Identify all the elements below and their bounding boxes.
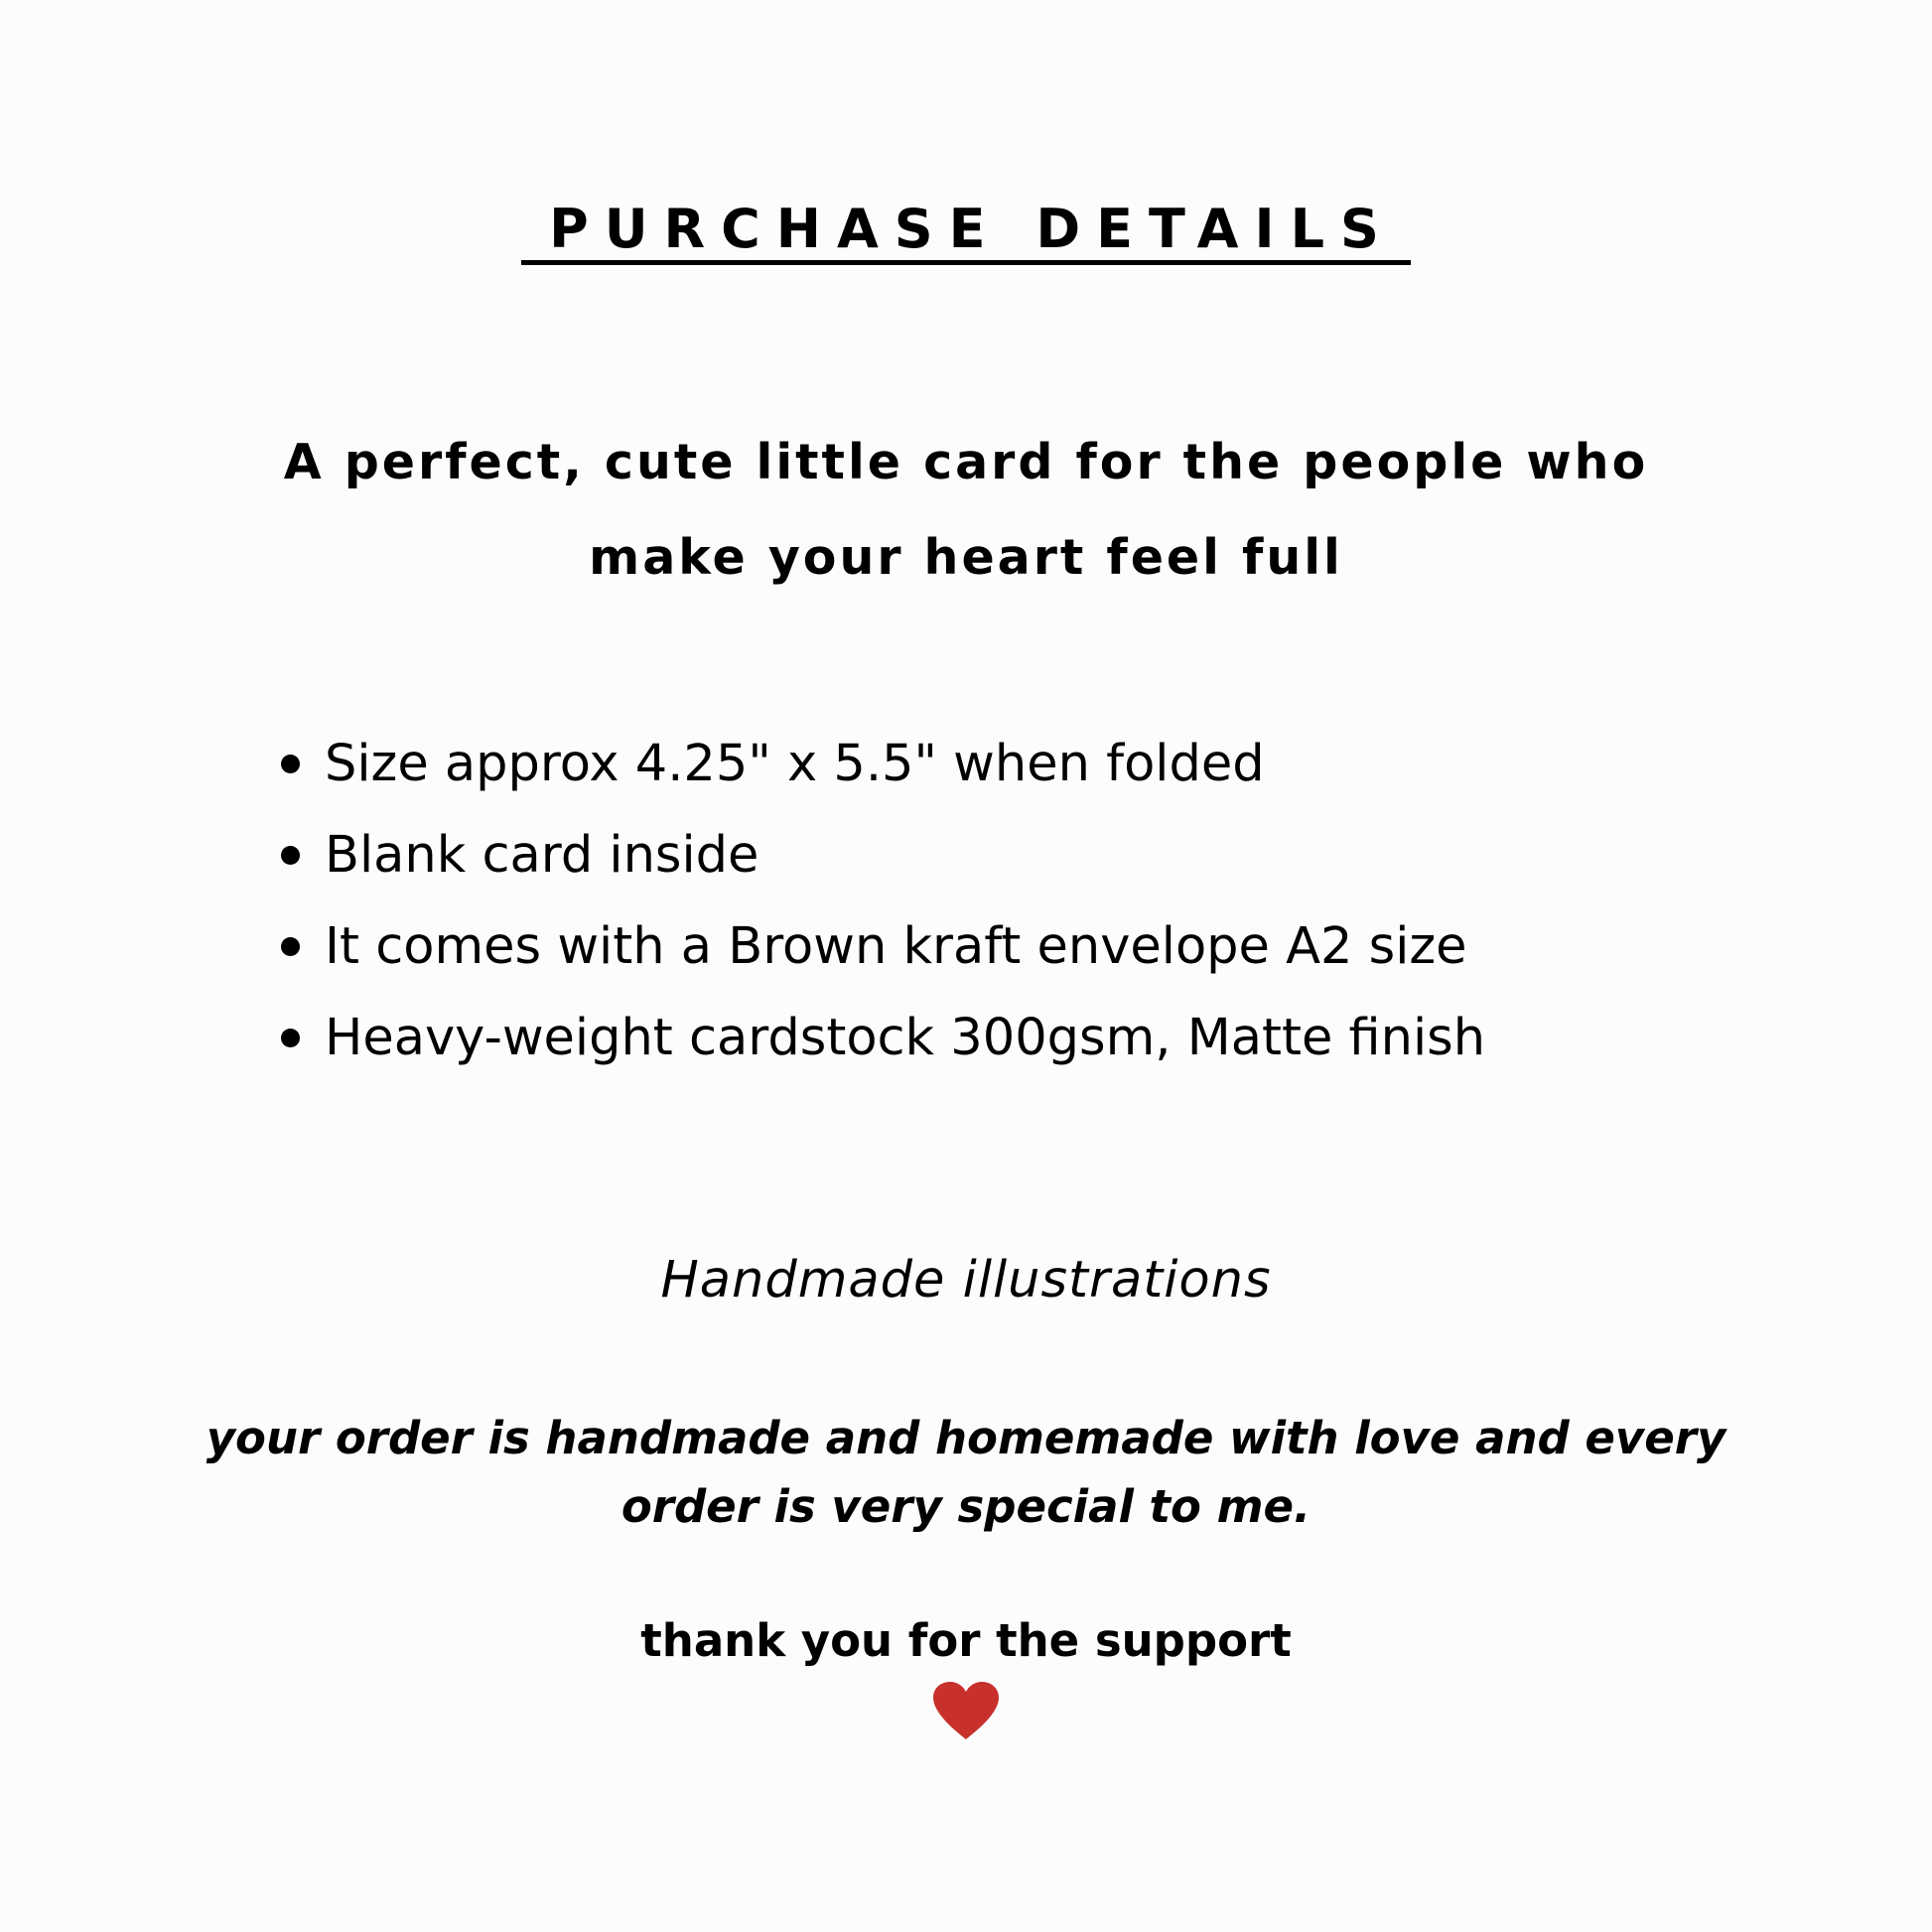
feature-text: It comes with a Brown kraft envelope A2 size [325, 917, 1467, 976]
bullet-icon [281, 937, 300, 956]
bullet-icon [281, 1029, 300, 1047]
thanks-message: thank you for the support [640, 1614, 1292, 1667]
features-list-item [281, 810, 1485, 901]
order-note: your order is handmade and homemade with love and every order is very special to me. [206, 1412, 1726, 1533]
bullet-icon [281, 755, 300, 773]
page-heading-text: PURCHASE DETAILS [521, 199, 1411, 265]
heart-icon [931, 1680, 1001, 1741]
feature-text: Size approx 4.25" x 5.5" when folded [325, 735, 1265, 793]
bullet-icon [281, 846, 300, 865]
features-list-item [281, 901, 1485, 993]
feature-text: Blank card inside [325, 826, 759, 885]
tagline: A perfect, cute little card for the people who make your heart feel full [283, 434, 1649, 586]
handmade-note: Handmade illustrations [660, 1251, 1272, 1310]
page-heading [0, 199, 1932, 265]
feature-text: Heavy-weight cardstock 300gsm, Matte finish [325, 1009, 1486, 1067]
features-list-item [281, 719, 1485, 810]
features-list [281, 719, 1485, 1084]
features-list-item [281, 993, 1485, 1084]
